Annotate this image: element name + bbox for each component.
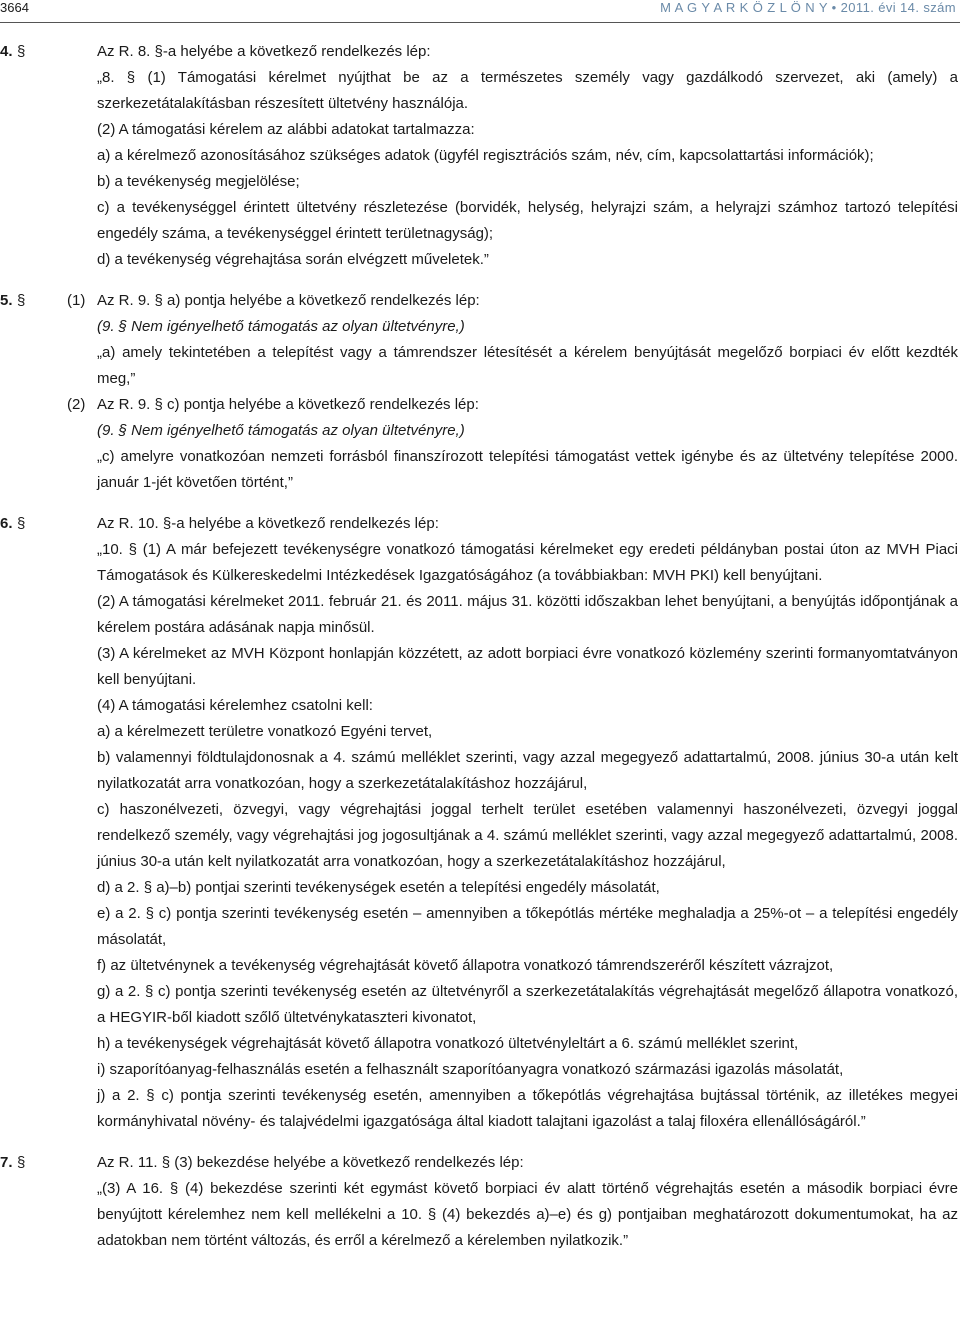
list-item: b) valamennyi földtulajdonosnak a 4. számú melléklet szerinti, vagy azzal megegyező adattartalmú, 2008. június 30-a után kelt nyilatkozatát arra vonatkozóan, hogy a szerkezetátalakításhoz hozzájárul, bbox=[97, 749, 958, 792]
section-7 bbox=[0, 1150, 960, 1254]
list-item: b) a tevékenység megjelölése; bbox=[97, 173, 300, 190]
page-header bbox=[0, 0, 960, 22]
list-item: f) az ültetvénynek a tevékenység végrehajtását követő állapotra vonatkozó támrendszeréről készített vázrajzot, bbox=[97, 957, 834, 974]
subsection-1 bbox=[0, 288, 960, 392]
section-number: 7. bbox=[0, 1154, 13, 1171]
list-item: c) a tevékenységgel érintett ültetvény részletezése (borvidék, helység, helyrajzi szám, a helyrajzi számhoz tartozó telepítési engedély száma, a tevékenységgel érintett területnagyság); bbox=[97, 199, 958, 242]
paragraph: Az R. 11. § (3) bekezdése helyébe a következő rendelkezés lép: bbox=[97, 1154, 524, 1171]
paragraph: „a) amely tekintetében a telepítést vagy a támrendszer létesítését a kérelem benyújtását megelőző borpiaci év előtt kezdték meg,” bbox=[97, 344, 958, 387]
paragraph: (9. § Nem igényelhető támogatás az olyan ültetvényre,) bbox=[97, 318, 465, 335]
paragraph: „8. § (1) Támogatási kérelmet nyújthat be az a természetes személy vagy gazdálkodó szervezet, aki (amely) a szerkezetátalakításban részesített ültetvény használója. bbox=[97, 69, 958, 112]
paragraph: (9. § Nem igényelhető támogatás az olyan ültetvényre,) bbox=[97, 422, 465, 439]
subsection-number: (2) bbox=[67, 396, 86, 413]
document-body bbox=[0, 39, 960, 1254]
paragraph: (2) A támogatási kérelmeket 2011. február 21. és 2011. május 31. közötti időszakban lehet benyújtani, a benyújtás időpontjának a kérelem postára adásának napja minősül. bbox=[97, 593, 958, 636]
paragraph: Az R. 10. §-a helyébe a következő rendelkezés lép: bbox=[97, 515, 439, 532]
subsection-number: (1) bbox=[67, 292, 86, 309]
list-item: d) a tevékenység végrehajtása során elvégzett műveletek.” bbox=[97, 251, 489, 268]
list-item: c) haszonélvezeti, özvegyi, vagy végrehajtási joggal terhelt terület esetében valamennyi haszonélvezeti, özvegyi joggal rendelkező személy, vagy végrehajtási jog jogosultjának a 4. számú melléklet szerinti, vagy azzal megegyező adattartalmú, 2008. június 30-a után kelt nyilatkozatát arra vonatkozóan, hogy a szerkezetátalakításhoz hozzájárul, bbox=[97, 801, 958, 870]
section-number: 4. bbox=[0, 43, 13, 60]
page-number: 3664 bbox=[0, 0, 29, 15]
paragraph: Az R. 8. §-a helyébe a következő rendelkezés lép: bbox=[97, 43, 431, 60]
list-item: a) a kérelmező azonosításához szükséges adatok (ügyfél regisztrációs szám, név, cím, kapcsolattartási információk); bbox=[97, 147, 874, 164]
subsection-2 bbox=[0, 392, 960, 496]
paragraph: (2) A támogatási kérelem az alábbi adatokat tartalmazza: bbox=[97, 121, 475, 138]
section-6 bbox=[0, 511, 960, 1135]
list-item: h) a tevékenységek végrehajtását követő állapotra vonatkozó ültetvényleltárt a 6. számú melléklet szerint, bbox=[97, 1035, 799, 1052]
section-4 bbox=[0, 39, 960, 273]
paragraph: Az R. 9. § a) pontja helyébe a következő rendelkezés lép: bbox=[97, 292, 480, 309]
list-item: i) szaporítóanyag-felhasználás esetén a felhasznált szaporítóanyagra vonatkozó származási igazolás másolatát, bbox=[97, 1061, 844, 1078]
section-sign: § bbox=[17, 43, 26, 60]
paragraph: „10. § (1) A már befejezett tevékenységre vonatkozó támogatási kérelmeket egy eredeti példányban postai úton az MVH Piaci Támogatások és Külkereskedelmi Intézkedések Igazgatóságához (a továbbiakban: MVH PKI) kell benyújtani. bbox=[97, 541, 958, 584]
paragraph: (4) A támogatási kérelemhez csatolni kell: bbox=[97, 697, 373, 714]
section-sign: § bbox=[17, 1154, 26, 1171]
header-rule bbox=[0, 22, 960, 23]
paragraph: (3) A kérelmeket az MVH Központ honlapján közzétett, az adott borpiaci évre vonatkozó közlemény szerinti formanyomtatványon kell benyújtani. bbox=[97, 645, 958, 688]
list-item: e) a 2. § c) pontja szerinti tevékenység esetén – amennyiben a tőkepótlás mértéke meghaladja a 25%-ot – a telepítési engedély másolatát, bbox=[97, 905, 958, 948]
paragraph: „c) amelyre vonatkozóan nemzeti forrásból finanszírozott telepítési támogatást vettek igénybe és az ültetvény telepítése 2000. január 1-jét követően történt,” bbox=[97, 448, 958, 491]
paragraph: „(3) A 16. § (4) bekezdése szerinti két egymást követő borpiaci év alatt történő végrehajtás esetén a második borpiaci évre benyújtott kérelemhez nem kell mellékelni a 10. § (4) bekezdés a)–e) és g) pontjaiban meghatározott dokumentumokat, ha az adatokban nem történt változás, és erről a kérelmező a kérelemben nyilatkozik.” bbox=[97, 1180, 958, 1249]
list-item: a) a kérelmezett területre vonatkozó Egyéni tervet, bbox=[97, 723, 433, 740]
paragraph: Az R. 9. § c) pontja helyébe a következő rendelkezés lép: bbox=[97, 396, 479, 413]
section-number: 5. bbox=[0, 292, 13, 309]
section-sign: § bbox=[17, 515, 26, 532]
list-item: d) a 2. § a)–b) pontjai szerinti tevékenységek esetén a telepítési engedély másolatát, bbox=[97, 879, 660, 896]
section-sign: § bbox=[17, 292, 26, 309]
section-5 bbox=[0, 288, 960, 496]
list-item: g) a 2. § c) pontja szerinti tevékenység esetén az ültetvényről a szerkezetátalakítás végrehajtását megelőző állapotra vonatkozó, a HEGYIR-ből kiadott szőlő ültetvénykataszteri kivonatot, bbox=[97, 983, 958, 1026]
list-item: j) a 2. § c) pontja szerinti tevékenység esetén, amennyiben a tőkepótlás végrehajtása bujtással történik, az illetékes megyei kormányhivatal növény- és talajvédelmi igazgatósága által kiadott talajtani igazolást a talaj filoxéra ellenállóságáról.” bbox=[97, 1087, 958, 1130]
section-number: 6. bbox=[0, 515, 13, 532]
journal-title: M A G Y A R K Ö Z L Ö N Y • 2011. évi 14. szám bbox=[660, 0, 956, 15]
